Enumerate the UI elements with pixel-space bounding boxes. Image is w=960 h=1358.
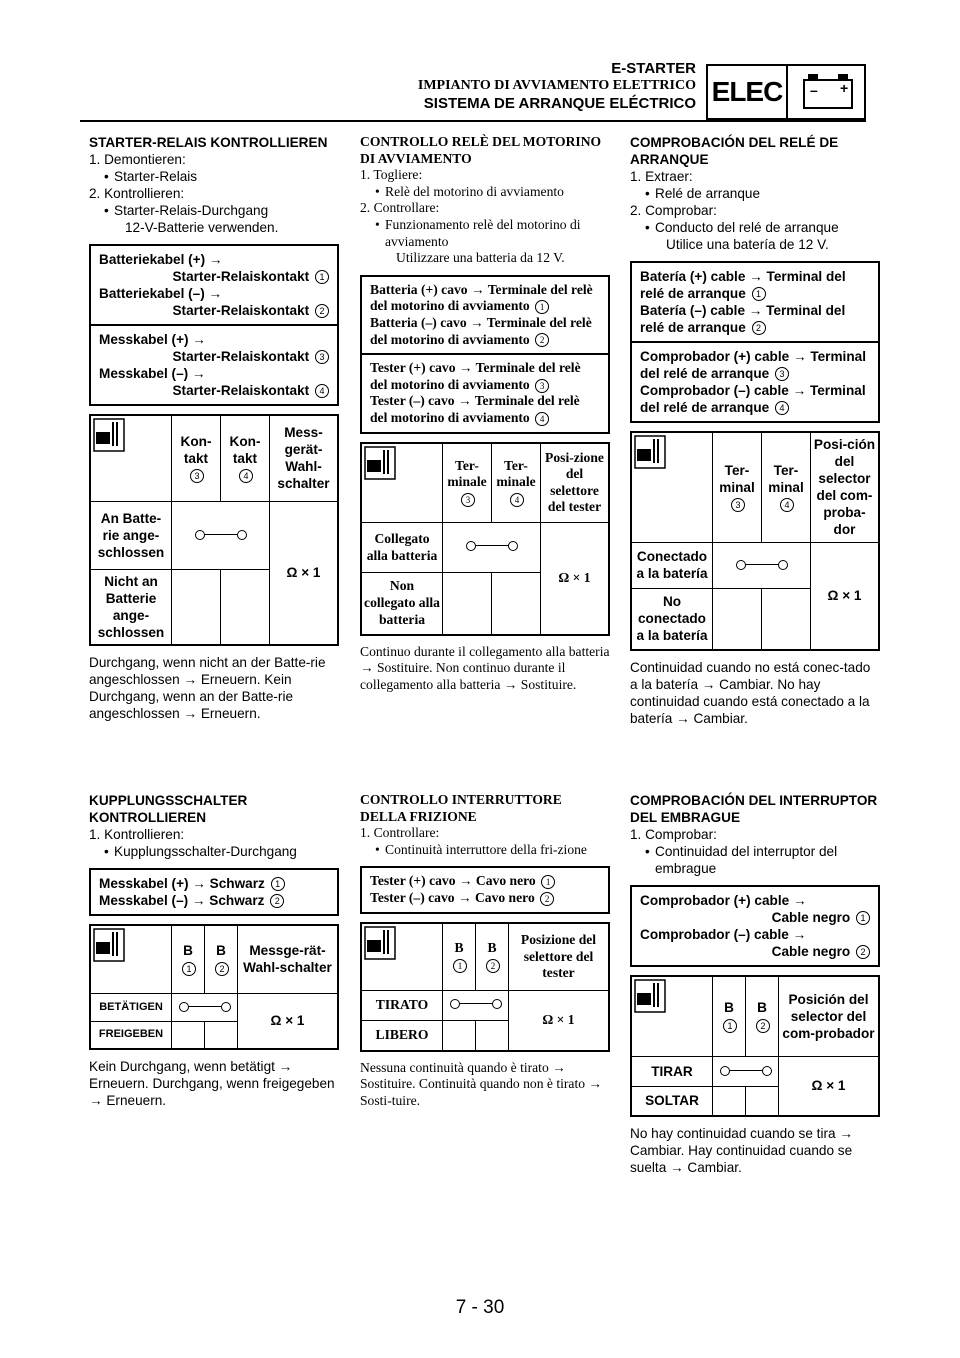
row-label: Collegato alla batteria xyxy=(361,523,443,573)
spec-line: Starter-Relaiskontakt xyxy=(172,349,310,364)
circled-1: 1 xyxy=(723,1019,737,1033)
circled-1: 1 xyxy=(856,911,870,925)
row-label: TIRATO xyxy=(361,991,443,1021)
circled-2: 2 xyxy=(856,945,870,959)
multimeter-icon xyxy=(634,435,666,469)
col-header-label: Ter-minale xyxy=(496,457,536,490)
circled-2: 2 xyxy=(752,321,766,335)
col-header-label: B xyxy=(757,1000,767,1016)
spec-tester xyxy=(91,324,337,404)
circled-4: 4 xyxy=(510,493,524,507)
section-title: STARTER-RELAIS KONTROLLIEREN xyxy=(89,135,328,150)
range-cell: Ω × 1 xyxy=(811,542,880,650)
section-title: CONTROLLO INTERRUTTORE DELLA FRIZIONE xyxy=(360,792,562,824)
header-title-it: IMPIANTO DI AVVIAMENTO ELETTRICO xyxy=(417,78,696,93)
section-badge-label: ELEC xyxy=(711,76,783,107)
spec-box xyxy=(360,866,610,913)
col-header-label: Ter-minal xyxy=(768,462,804,495)
tester-icon-cell xyxy=(90,925,172,993)
note: Kein Durchgang, wenn betätigt → Erneuern. Durchgang, wenn freigegeben → Erneuern. xyxy=(89,1059,335,1108)
continuity-table xyxy=(630,431,880,651)
empty-cell xyxy=(746,1086,779,1116)
spec-tester xyxy=(91,870,337,914)
spec-line: Messkabel (+) → Schwarz xyxy=(99,876,265,891)
spec-line: Batteriekabel (–) → xyxy=(99,286,223,301)
continuity-table xyxy=(360,442,610,636)
col-header xyxy=(443,923,476,991)
section-de-clutch-switch xyxy=(89,792,339,1109)
battery-plus: + xyxy=(840,80,849,96)
spec-tester xyxy=(362,353,608,431)
range-cell: Ω × 1 xyxy=(238,993,339,1049)
circled-3: 3 xyxy=(315,350,329,364)
col-header: Mess-gerät-Wahl-schalter xyxy=(270,415,339,501)
circled-4: 4 xyxy=(239,469,253,483)
section-es-starter-relay xyxy=(630,134,880,727)
circled-1: 1 xyxy=(453,959,467,973)
continuity-mark xyxy=(713,542,811,588)
circled-2: 2 xyxy=(535,333,549,347)
circled-3: 3 xyxy=(775,367,789,381)
circled-3: 3 xyxy=(535,379,549,393)
spec-line: Messkabel (+) → xyxy=(99,332,206,347)
page-number: 7 - 30 xyxy=(455,1297,505,1318)
empty-cell xyxy=(713,1086,746,1116)
spec-line: Starter-Relaiskontakt xyxy=(172,269,310,284)
row-label: Nicht an Batterie ange-schlossen xyxy=(90,569,172,645)
spec-line: Comprobador (+) cable → xyxy=(640,893,807,908)
circled-2: 2 xyxy=(215,962,229,976)
spec-line: Comprobador (+) cable → Terminal del relé de arranque xyxy=(640,349,866,381)
empty-cell xyxy=(762,588,811,650)
col-header-label: B xyxy=(487,940,497,956)
col-header: Messge-rät-Wahl-schalter xyxy=(238,925,339,993)
range-cell: Ω × 1 xyxy=(509,991,610,1051)
spec-line: Batería (+) cable → Terminal del relé de arranque xyxy=(640,269,846,301)
empty-cell xyxy=(221,569,270,645)
step: 2. Kontrollieren: xyxy=(89,186,185,201)
spec-tester xyxy=(362,868,608,911)
step: 1. Togliere: xyxy=(360,167,423,183)
circled-2: 2 xyxy=(315,304,329,318)
col-header xyxy=(492,443,541,523)
col-header xyxy=(713,976,746,1056)
step-bullet: • Starter-Relais-Durchgang xyxy=(101,202,339,219)
multimeter-icon xyxy=(93,928,125,962)
step-bullet: • Continuidad del interruptor del embrague xyxy=(642,843,880,877)
spec-line: Tester (+) cavo → Cavo nero xyxy=(370,873,536,889)
step: 1. Kontrollieren: xyxy=(89,827,185,842)
col-header: Posi-ción del selector del com-proba-dor xyxy=(811,432,880,542)
row-label: LIBERO xyxy=(361,1021,443,1051)
note: Nessuna continuità quando è tirato → Sostituire. Continuità quando non è tirato → Sosti-tuire. xyxy=(360,1059,603,1108)
circled-1: 1 xyxy=(182,962,196,976)
col-header-label: B xyxy=(454,940,464,956)
row-label: No conectado a la batería xyxy=(631,588,713,650)
spec-line: Batteriekabel (+) → xyxy=(99,252,223,267)
circled-3: 3 xyxy=(190,469,204,483)
circled-2: 2 xyxy=(270,894,284,908)
col-header xyxy=(476,923,509,991)
circled-4: 4 xyxy=(535,412,549,426)
spec-line: Tester (–) cavo → Terminale del relè del motorino di avviamento xyxy=(370,393,580,425)
row-label: SOLTAR xyxy=(631,1086,713,1116)
range-cell: Ω × 1 xyxy=(270,501,339,645)
col-header xyxy=(172,415,221,501)
header-title-de: E-STARTER xyxy=(611,60,696,77)
section-title: CONTROLLO RELÈ DEL MOTORINO DI AVVIAMENTO xyxy=(360,134,602,166)
empty-cell xyxy=(443,1021,476,1051)
note: Continuidad cuando no está conec-tado a la batería → Cambiar. No hay continuidad cuando está conectado a la batería → Cambiar. xyxy=(630,660,871,726)
circled-2: 2 xyxy=(486,959,500,973)
step-bullet: • Conducto del relé de arranque xyxy=(642,219,880,236)
step-bullet: • Relè del motorino di avviamento xyxy=(372,184,610,201)
step-bullet: • Continuità interruttore della fri-zione xyxy=(372,842,610,859)
col-header-label: B xyxy=(183,943,193,959)
continuity-mark xyxy=(443,991,509,1021)
spec-line: Batería (–) cable → Terminal del relé de arranque xyxy=(640,303,846,335)
empty-cell xyxy=(476,1021,509,1051)
circled-1: 1 xyxy=(752,287,766,301)
spec-tester xyxy=(632,341,878,421)
spec-line: Messkabel (–) → Schwarz xyxy=(99,893,265,908)
spec-line: Starter-Relaiskontakt xyxy=(172,383,310,398)
section-title: COMPROBACIÓN DEL INTERRUPTOR DEL EMBRAGUE xyxy=(630,793,878,825)
row-label: Non collegato alla batteria xyxy=(361,573,443,635)
col-header-label: B xyxy=(724,1000,734,1016)
col-header-label: Kon-takt xyxy=(229,433,261,466)
col-header: Posi-zione del selettore del tester xyxy=(541,443,610,523)
circled-3: 3 xyxy=(731,498,745,512)
tester-icon-cell xyxy=(631,976,713,1056)
col-header xyxy=(746,976,779,1056)
empty-cell xyxy=(172,1021,205,1049)
header-title-es: SISTEMA DE ARRANQUE ELÉCTRICO xyxy=(423,95,696,112)
col-header xyxy=(205,925,238,993)
spec-box xyxy=(360,275,610,434)
circled-1: 1 xyxy=(535,300,549,314)
note: No hay continuidad cuando se tira → Cambiar. Hay continuidad cuando se suelta → Cambiar. xyxy=(630,1126,853,1175)
spec-line: Cable negro xyxy=(771,944,851,959)
spec-line: Messkabel (–) → xyxy=(99,366,206,381)
step-note: Utilice una batería de 12 V. xyxy=(666,237,829,252)
battery-minus: – xyxy=(810,82,818,98)
step: 1. Extraer: xyxy=(630,169,693,184)
circled-2: 2 xyxy=(756,1019,770,1033)
spec-line: Comprobador (–) cable → xyxy=(640,927,807,942)
continuity-table xyxy=(89,924,339,1050)
header-rule xyxy=(80,120,866,122)
section-title: KUPPLUNGSSCHALTER KONTROLLIEREN xyxy=(89,793,248,825)
section-de-starter-relay xyxy=(89,134,339,722)
empty-cell xyxy=(492,573,541,635)
step-bullet: • Funzionamento relè del motorino di avviamento xyxy=(372,217,610,250)
col-header: Posición del selector del com-probador xyxy=(779,976,880,1056)
row-label: FREIGEBEN xyxy=(90,1021,172,1049)
spec-line: Cable negro xyxy=(771,910,851,925)
tester-icon-cell xyxy=(361,923,443,991)
note: Durchgang, wenn nicht an der Batte-rie angeschlossen → Erneuern. Kein Durchgang, wenn an der Batte-rie angeschlossen → Erneuern. xyxy=(89,655,326,721)
circled-1: 1 xyxy=(541,875,555,889)
multimeter-icon xyxy=(93,418,125,452)
continuity-table xyxy=(360,922,610,1052)
step-bullet: • Relé de arranque xyxy=(642,185,880,202)
empty-cell xyxy=(172,569,221,645)
step-bullet: • Kupplungsschalter-Durchgang xyxy=(101,843,339,860)
row-label: Conectado a la batería xyxy=(631,542,713,588)
spec-battery xyxy=(91,246,337,324)
continuity-table xyxy=(89,414,339,646)
spec-line: Comprobador (–) cable → Terminal del relé de arranque xyxy=(640,383,866,415)
note: Continuo durante il collegamento alla batteria → Sostituire. Non continuo durante il collegamento alla batteria → Sostituire. xyxy=(360,643,610,692)
step-bullet: • Starter-Relais xyxy=(101,168,339,185)
spec-line: Batteria (–) cavo → Terminale del relè del motorino di avviamento xyxy=(370,314,592,347)
spec-line: Batteria (+) cavo → Terminale del relè del motorino di avviamento xyxy=(370,281,593,314)
section-title: COMPROBACIÓN DEL RELÉ DE ARRANQUE xyxy=(630,135,839,167)
step: 1. Demontieren: xyxy=(89,152,186,167)
spec-box xyxy=(630,885,880,967)
spec-line: Tester (–) cavo → Cavo nero xyxy=(370,889,535,905)
circled-4: 4 xyxy=(315,384,329,398)
continuity-mark xyxy=(443,523,541,573)
row-label: TIRAR xyxy=(631,1056,713,1086)
spec-battery xyxy=(362,277,608,353)
continuity-mark xyxy=(172,501,270,569)
row-label: An Batte-rie ange-schlossen xyxy=(90,501,172,569)
row-label: BETÄTIGEN xyxy=(90,993,172,1021)
spec-battery xyxy=(632,263,878,341)
col-header-label: Kon-takt xyxy=(180,433,212,466)
tester-icon-cell xyxy=(90,415,172,501)
col-header xyxy=(762,432,811,542)
empty-cell xyxy=(713,588,762,650)
spec-line: Starter-Relaiskontakt xyxy=(172,303,310,318)
section-es-clutch-switch xyxy=(630,792,880,1176)
empty-cell xyxy=(205,1021,238,1049)
col-header-label: Ter-minale xyxy=(447,457,487,490)
col-header-label: B xyxy=(216,943,226,959)
circled-4: 4 xyxy=(780,498,794,512)
empty-cell xyxy=(443,573,492,635)
battery-icon xyxy=(786,66,864,118)
col-header: Posizione del selettore del tester xyxy=(509,923,610,991)
circled-3: 3 xyxy=(461,493,475,507)
multimeter-icon xyxy=(634,979,666,1013)
spec-line: Tester (+) cavo → Terminale del relè del motorino di avviamento xyxy=(370,360,581,392)
col-header xyxy=(713,432,762,542)
col-header xyxy=(221,415,270,501)
multimeter-icon xyxy=(364,926,396,960)
continuity-mark xyxy=(713,1056,779,1086)
spec-tester xyxy=(632,887,878,965)
tester-icon-cell xyxy=(361,443,443,523)
multimeter-icon xyxy=(364,446,396,480)
spec-box xyxy=(89,244,339,406)
spec-box xyxy=(89,868,339,916)
col-header xyxy=(172,925,205,993)
tester-icon-cell xyxy=(631,432,713,542)
section-badge xyxy=(706,64,866,120)
section-it-clutch-switch xyxy=(360,792,610,1109)
continuity-table xyxy=(630,975,880,1117)
spec-box xyxy=(630,261,880,423)
step-note: 12-V-Batterie verwenden. xyxy=(125,220,279,235)
continuity-mark xyxy=(172,993,238,1021)
circled-2: 2 xyxy=(540,892,554,906)
step: 1. Comprobar: xyxy=(630,827,717,842)
step: 2. Comprobar: xyxy=(630,203,717,218)
step-note: Utilizzare una batteria da 12 V. xyxy=(396,250,565,266)
step: 2. Controllare: xyxy=(360,200,440,216)
range-cell: Ω × 1 xyxy=(779,1056,880,1116)
range-cell: Ω × 1 xyxy=(541,523,610,635)
circled-1: 1 xyxy=(271,877,285,891)
section-it-starter-relay xyxy=(360,134,610,693)
step: 1. Controllare: xyxy=(360,825,440,841)
col-header-label: Ter-minal xyxy=(719,462,755,495)
circled-1: 1 xyxy=(315,270,329,284)
col-header xyxy=(443,443,492,523)
circled-4: 4 xyxy=(775,401,789,415)
